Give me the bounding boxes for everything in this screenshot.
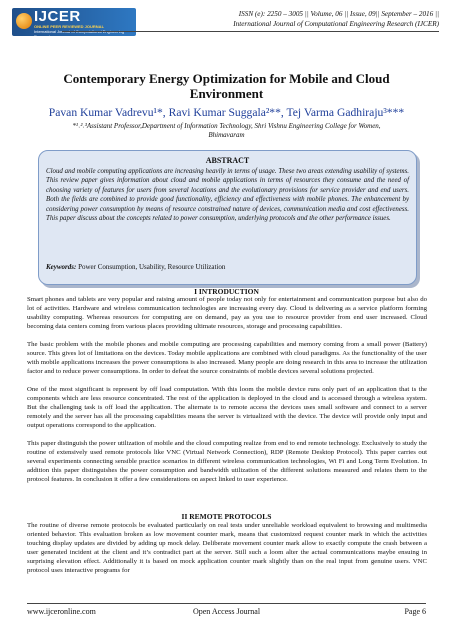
paragraph: This paper distinguish the power utilization of mobile and the cloud computing realize from end to end remote technology. Exclusively to study the routine of extensively used remote protocols like VNC (Virtual Network Connection), RDP (Remote Desktop Protocol). This paper carries out several experiments connecting sensible practice scenarios in different wireless communication technologies, Wi Fi and Long Term Evolution. In addition this paper distinguishes the power consumption and bandwidth utilization of the different solutions measured and relates them to the protocol features. In conclusion it offer a few considerations on aspect linked to user experience. <box>27 440 427 483</box>
affiliation-line1: *¹˒²˒³Assistant Professor,Department of Information Technology, Shri Vishnu Engineering College for Women, <box>72 122 381 130</box>
footer-page-number: Page 6 <box>404 607 426 616</box>
keywords <box>46 263 409 271</box>
section-heading: II REMOTE PROTOCOLS <box>181 512 272 521</box>
footer-rule <box>27 603 426 604</box>
affiliation-line2: Bhimavaram <box>208 131 245 139</box>
header-rule <box>62 31 439 32</box>
logo-line2: International Journal of Computational Engineering Research <box>34 29 125 39</box>
logo-line1: ONLINE PEER REVIEWED JOURNAL <box>34 24 105 29</box>
abstract-title: ABSTRACT <box>205 156 250 165</box>
journal-name: International Journal of Computational Engineering Research (IJCER) <box>233 20 439 28</box>
journal-info <box>139 9 439 29</box>
paragraph: One of the most significant is represent by off load computation. With this loom the mobile device runs only part of an application that is the components which are less resource concentrated. The rest of the application is deployed in the cloud and is accessed through a wireless system. But the challenging task is off load the application. The alternate is to remote access the devices uses small software and connect to a server remotely and the server has all the processing capabilities means the server is virtualized with the device. The device will provide only input and output operations correspond to the application. <box>27 386 427 429</box>
abstract-box <box>38 150 417 285</box>
paper-title: Contemporary Energy Optimization for Mobile and Cloud Environment <box>63 71 390 101</box>
footer-access: Open Access Journal <box>192 607 261 616</box>
paragraph: The basic problem with the mobile phones and mobile computing are processing capabilities and memory coming from a small power (Battery) source. This gives lot of limitations on the devices. Today mobile applications are combined with cloud paradigms. As the functionality of the user with mobile applications increases the power consumptions is also increased. Many people are doing research in this area to increase the utilization factor and to reduce power consumptions. In order to defeat the source constraints of mobile devices several solutions projected. <box>27 341 427 375</box>
paper-affiliation <box>20 122 433 140</box>
footer-website: www.ijceronline.com <box>27 607 96 616</box>
issn-line: ISSN (e): 2250 – 3005 || Volume, 06 || Issue, 09|| September – 2016 || <box>238 10 439 18</box>
keywords-label: Keywords: <box>46 263 77 271</box>
paragraph: Smart phones and tablets are very popular and raising amount of people today not only for entertainment and communication purpose but also do lot of activities. Hardware and wireless communication technologies are increasing every day. Cloud is delivering as a service platform forming usability computing. Whereas resources for computing are on demand, pay as you use to resource provider from end user increased. Cloud becoming data centers coming from various places providing ultimate resources, storage and processing capabilities. <box>27 296 427 330</box>
paragraph: The routine of diverse remote protocols be evaluated particularly on real tests under unreliable workload equivalent to browsing and multimedia oriented behavior. This evaluation broken as low movement counter mark, means that customized request counter mark in which the activities touching display updates are divided by adding up mock delay. Deliberate movement counter mark allow to exactly compute the crash between a user generated incident at the client and it’s contradict part at the server. Still such a loom alter the actual communications maybe ensuing in surprising elevation effect. Additionally it is based on mock application counter mark slightly than on the real input from genuine users. VNC protocol uses interactive programs for <box>27 522 427 574</box>
keywords-text: Power Consumption, Usability, Resource Utilization <box>78 263 226 271</box>
logo-text: IJCER <box>34 8 81 25</box>
section-heading: I INTRODUCTION <box>194 287 259 296</box>
abstract-body: Cloud and mobile computing applications are increasing heavily in terms of usage. These two areas extending usability of systems. This review paper gives information about cloud and mobile applications in terms of resources they consume and the need of choosing variety of features for users from several locations and the evolutionary provisions for service provider and end users. Both the fields are combined to provide good functionality, efficiency and effectiveness with mobile phones. The enhancement by considering power consumption by means of resource constrained nature of devices, communication media and cost effectiveness. This paper discuss about the concepts related to power consumption, underlying protocols and the other performance issues. <box>46 168 409 223</box>
paper-authors: Pavan Kumar Vadrevu¹*, Ravi Kumar Suggala²**, Tej Varma Gadhiraju³*** <box>48 106 405 119</box>
logo-emblem <box>16 13 32 29</box>
